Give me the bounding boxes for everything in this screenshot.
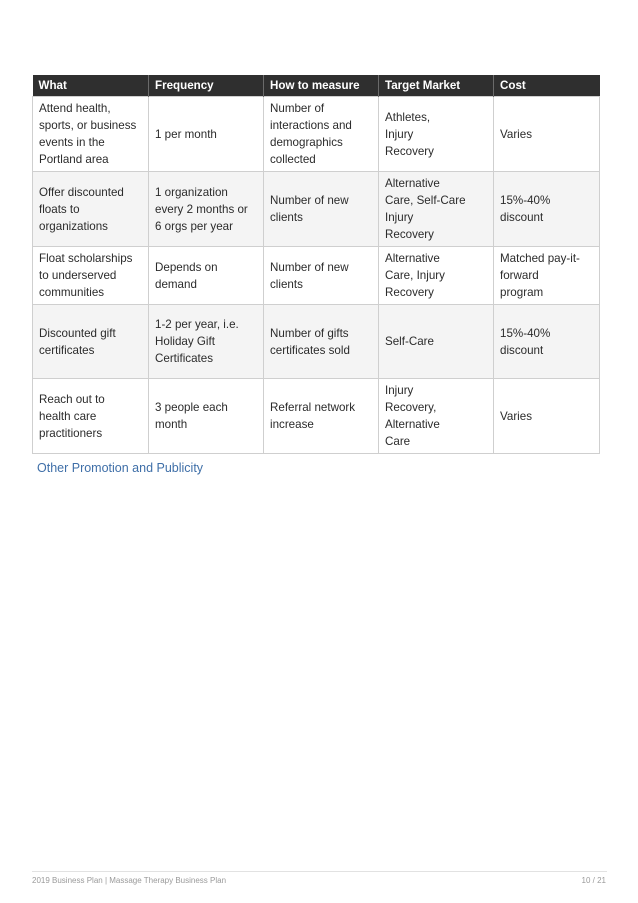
table-row — [33, 172, 600, 247]
column-header-what: What — [33, 75, 149, 97]
table-cell: Offer discounted floats to organizations — [33, 172, 149, 247]
table-cell: 1 organization every 2 months or 6 orgs per year — [149, 172, 264, 247]
table-cell: Number of interactions and demographics collected — [264, 97, 379, 172]
promotion-table — [32, 75, 600, 454]
footer-page-number: 10 / 21 — [581, 876, 606, 885]
table-cell: Float scholarships to underserved communities — [33, 247, 149, 305]
table-cell: Number of gifts certificates sold — [264, 305, 379, 379]
table-cell: Varies — [494, 379, 600, 454]
table-cell: 1 per month — [149, 97, 264, 172]
table-cell: 15%-40% discount — [494, 172, 600, 247]
table-cell: Alternative Care, Self-Care Injury Recovery — [379, 172, 494, 247]
column-header-target-market: Target Market — [379, 75, 494, 97]
column-header-cost: Cost — [494, 75, 600, 97]
table-cell: Self-Care — [379, 305, 494, 379]
column-header-frequency: Frequency — [149, 75, 264, 97]
footer-divider — [32, 871, 607, 872]
table-cell: 1-2 per year, i.e. Holiday Gift Certificates — [149, 305, 264, 379]
table-row — [33, 97, 600, 172]
table-cell: 3 people each month — [149, 379, 264, 454]
table-cell: Athletes, Injury Recovery — [379, 97, 494, 172]
other-promotion-link[interactable]: Other Promotion and Publicity — [37, 461, 204, 475]
table-cell: 15%-40% discount — [494, 305, 600, 379]
table-header-row — [33, 75, 600, 97]
table-cell: Reach out to health care practitioners — [33, 379, 149, 454]
table-cell: Alternative Care, Injury Recovery — [379, 247, 494, 305]
table-cell: Varies — [494, 97, 600, 172]
column-header-how-to-measure: How to measure — [264, 75, 379, 97]
table-row — [33, 305, 600, 379]
table-cell: Number of new clients — [264, 172, 379, 247]
table-cell: Discounted gift certificates — [33, 305, 149, 379]
table-cell: Injury Recovery, Alternative Care — [379, 379, 494, 454]
footer-document-title: 2019 Business Plan | Massage Therapy Business Plan — [32, 876, 227, 885]
table-cell: Referral network increase — [264, 379, 379, 454]
promotion-table-container — [32, 75, 599, 454]
table-row — [33, 247, 600, 305]
table-cell: Depends on demand — [149, 247, 264, 305]
table-cell: Number of new clients — [264, 247, 379, 305]
table-cell: Attend health, sports, or business events in the Portland area — [33, 97, 149, 172]
table-row — [33, 379, 600, 454]
table-cell: Matched pay-it- forward program — [494, 247, 600, 305]
